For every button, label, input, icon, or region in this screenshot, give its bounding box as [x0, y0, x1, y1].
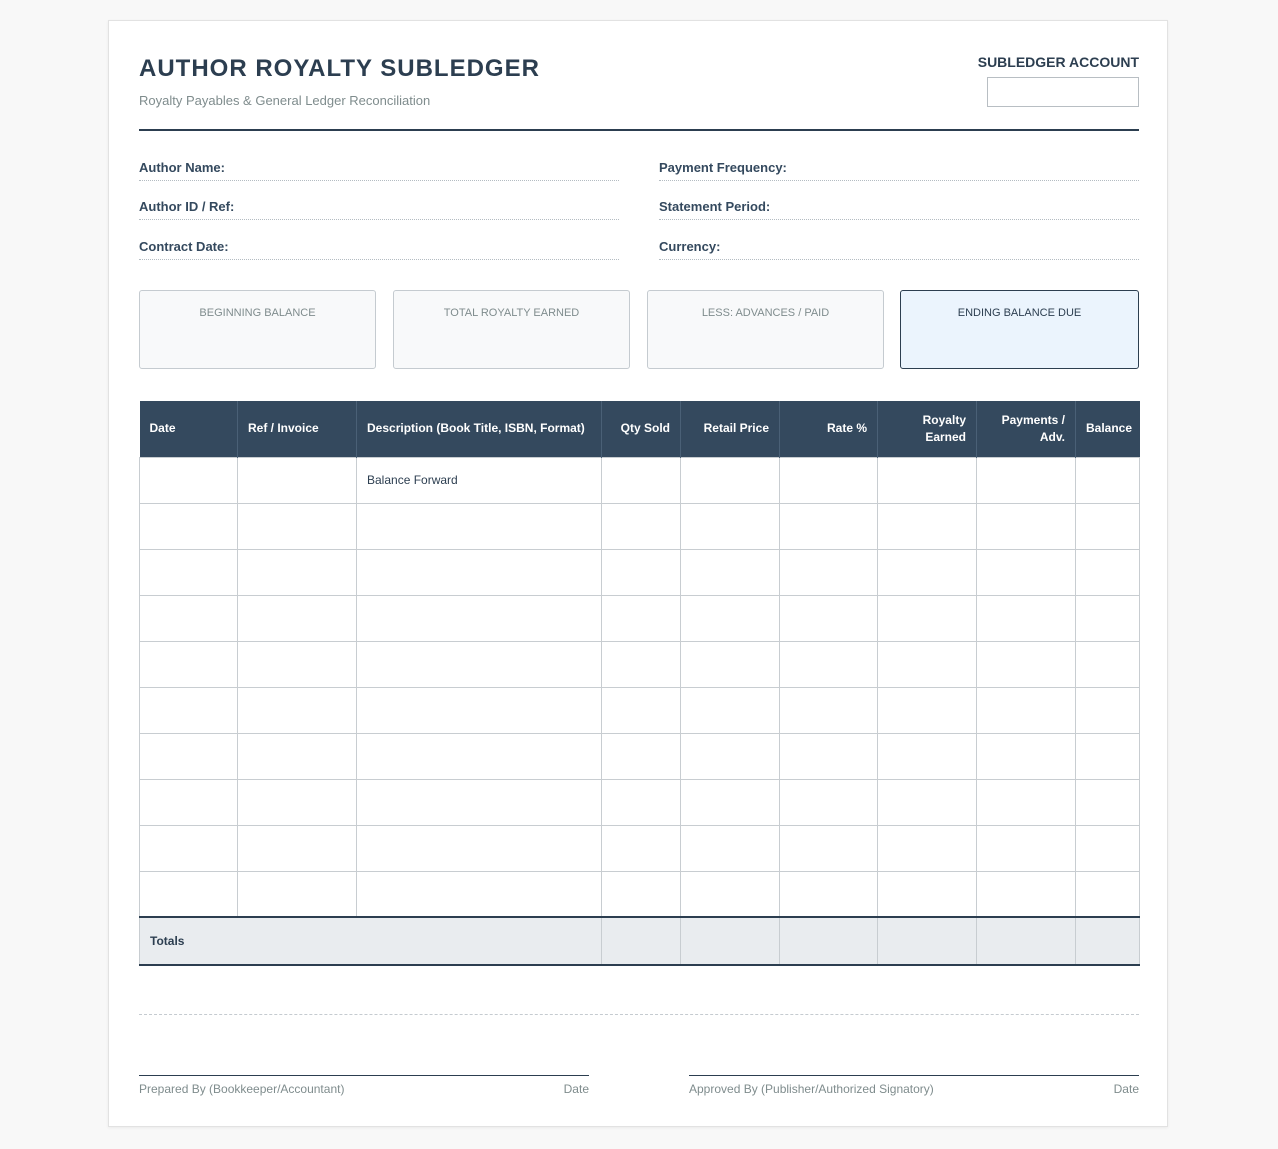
table-cell[interactable] — [357, 779, 602, 825]
table-cell[interactable] — [977, 871, 1076, 917]
table-row — [140, 871, 1140, 917]
table-cell[interactable] — [681, 871, 780, 917]
table-cell[interactable] — [681, 687, 780, 733]
table-cell[interactable] — [602, 595, 681, 641]
table-cell[interactable] — [602, 641, 681, 687]
table-cell[interactable] — [238, 871, 357, 917]
col-qty-sold: Qty Sold — [602, 401, 681, 457]
totals-cell — [602, 917, 681, 965]
table-cell[interactable] — [357, 641, 602, 687]
page-title: AUTHOR ROYALTY SUBLEDGER — [139, 55, 540, 82]
table-cell[interactable] — [878, 779, 977, 825]
table-cell[interactable] — [602, 825, 681, 871]
statement-period-label: Statement Period: — [659, 199, 771, 214]
table-cell[interactable] — [238, 503, 357, 549]
table-cell[interactable] — [1076, 779, 1140, 825]
col-description: Description (Book Title, ISBN, Format) — [357, 401, 602, 457]
table-cell[interactable] — [878, 503, 977, 549]
table-cell[interactable] — [1076, 687, 1140, 733]
table-cell[interactable] — [602, 733, 681, 779]
table-cell[interactable] — [681, 825, 780, 871]
payment-frequency-field[interactable] — [659, 156, 1139, 181]
col-royalty-earned: Royalty Earned — [878, 401, 977, 457]
approved-date-label: Date — [1113, 1082, 1139, 1096]
table-row — [140, 779, 1140, 825]
contract-date-label: Contract Date: — [139, 239, 229, 254]
subledger-account-input[interactable] — [987, 77, 1139, 107]
table-cell[interactable] — [977, 733, 1076, 779]
ending-balance-due-card[interactable] — [900, 290, 1139, 369]
author-id-label: Author ID / Ref: — [139, 199, 235, 214]
table-cell[interactable] — [140, 687, 238, 733]
col-rate: Rate % — [780, 401, 878, 457]
advances-paid-label: LESS: ADVANCES / PAID — [701, 307, 830, 319]
table-header-row — [140, 401, 1140, 457]
approved-by-label: Approved By (Publisher/Authorized Signatory) — [689, 1082, 934, 1096]
table-row — [140, 733, 1140, 779]
table-cell[interactable] — [1076, 733, 1140, 779]
royalty-ledger-table — [139, 401, 1140, 966]
table-cell[interactable] — [780, 641, 878, 687]
table-cell[interactable] — [602, 687, 681, 733]
table-cell[interactable] — [357, 595, 602, 641]
prepared-by-label: Prepared By (Bookkeeper/Accountant) — [139, 1082, 345, 1096]
table-cell[interactable] — [1076, 503, 1140, 549]
table-cell[interactable] — [238, 457, 357, 503]
table-cell[interactable] — [140, 779, 238, 825]
table-row — [140, 457, 1140, 503]
table-cell[interactable] — [238, 549, 357, 595]
table-cell[interactable] — [602, 457, 681, 503]
table-cell[interactable] — [602, 503, 681, 549]
table-cell[interactable] — [977, 503, 1076, 549]
table-row — [140, 595, 1140, 641]
table-row — [140, 687, 1140, 733]
table-cell[interactable] — [602, 779, 681, 825]
header-divider — [139, 129, 1139, 131]
table-cell[interactable] — [878, 825, 977, 871]
totals-cell — [977, 917, 1076, 965]
table-cell[interactable] — [238, 825, 357, 871]
totals-row — [140, 917, 1140, 965]
table-cell[interactable] — [780, 687, 878, 733]
table-cell[interactable] — [878, 733, 977, 779]
table-cell[interactable] — [681, 733, 780, 779]
ledger-body — [140, 457, 1140, 917]
prepared-by-signature-line[interactable] — [139, 1075, 589, 1096]
table-cell[interactable] — [977, 779, 1076, 825]
table-row — [140, 825, 1140, 871]
table-cell[interactable] — [140, 503, 238, 549]
table-cell[interactable] — [681, 457, 780, 503]
table-row — [140, 503, 1140, 549]
table-cell[interactable] — [602, 549, 681, 595]
table-cell[interactable] — [238, 641, 357, 687]
table-row — [140, 549, 1140, 595]
table-cell[interactable] — [1076, 549, 1140, 595]
author-name-field[interactable] — [139, 156, 619, 181]
table-cell[interactable] — [977, 641, 1076, 687]
table-cell[interactable] — [238, 687, 357, 733]
table-cell[interactable] — [140, 641, 238, 687]
table-cell[interactable] — [238, 595, 357, 641]
table-cell[interactable] — [681, 779, 780, 825]
table-cell[interactable] — [780, 871, 878, 917]
beginning-balance-card[interactable] — [139, 290, 376, 369]
table-cell[interactable] — [977, 687, 1076, 733]
col-payments-adv: Payments / Adv. — [977, 401, 1076, 457]
col-retail-price: Retail Price — [681, 401, 780, 457]
page-subtitle: Royalty Payables & General Ledger Reconciliation — [139, 93, 431, 108]
table-cell[interactable] — [140, 549, 238, 595]
table-cell[interactable] — [681, 503, 780, 549]
section-divider — [139, 1014, 1139, 1015]
table-cell[interactable] — [238, 779, 357, 825]
ledger-sheet — [108, 20, 1168, 1127]
table-cell[interactable] — [780, 503, 878, 549]
table-cell[interactable] — [140, 733, 238, 779]
table-cell[interactable] — [977, 825, 1076, 871]
table-cell[interactable] — [878, 549, 977, 595]
table-cell[interactable] — [1076, 457, 1140, 503]
prepared-date-label: Date — [563, 1082, 589, 1096]
balance-forward-cell[interactable]: Balance Forward — [357, 457, 602, 503]
totals-label: Totals — [140, 917, 602, 965]
col-ref-invoice: Ref / Invoice — [238, 401, 357, 457]
table-cell[interactable] — [780, 457, 878, 503]
table-cell[interactable] — [357, 549, 602, 595]
table-cell[interactable] — [140, 595, 238, 641]
table-cell[interactable] — [780, 779, 878, 825]
table-cell[interactable] — [977, 457, 1076, 503]
table-cell[interactable] — [1076, 825, 1140, 871]
table-cell[interactable] — [1076, 871, 1140, 917]
totals-cell — [878, 917, 977, 965]
beginning-balance-label: BEGINNING BALANCE — [199, 307, 316, 319]
table-cell[interactable] — [238, 733, 357, 779]
ending-balance-due-label: ENDING BALANCE DUE — [957, 307, 1082, 319]
totals-cell — [1076, 917, 1140, 965]
col-balance: Balance — [1076, 401, 1140, 457]
contract-date-field[interactable] — [139, 235, 619, 260]
advances-paid-card[interactable] — [647, 290, 884, 369]
table-cell[interactable] — [878, 457, 977, 503]
table-row — [140, 641, 1140, 687]
table-cell[interactable] — [878, 595, 977, 641]
totals-cell — [681, 917, 780, 965]
total-royalty-earned-card[interactable] — [393, 290, 630, 369]
author-id-field[interactable] — [139, 195, 619, 220]
table-cell[interactable] — [878, 871, 977, 917]
table-cell[interactable] — [140, 457, 238, 503]
table-cell[interactable] — [357, 825, 602, 871]
table-cell[interactable] — [357, 687, 602, 733]
statement-period-field[interactable] — [659, 195, 1139, 220]
table-cell[interactable] — [977, 595, 1076, 641]
table-cell[interactable] — [780, 549, 878, 595]
table-cell[interactable] — [357, 733, 602, 779]
subledger-account-label: SUBLEDGER ACCOUNT — [977, 54, 1139, 70]
table-cell[interactable] — [1076, 595, 1140, 641]
table-cell[interactable] — [140, 825, 238, 871]
table-cell[interactable] — [780, 733, 878, 779]
approved-by-signature-line[interactable] — [689, 1075, 1139, 1096]
table-cell[interactable] — [681, 549, 780, 595]
table-cell[interactable] — [681, 641, 780, 687]
table-cell[interactable] — [357, 503, 602, 549]
payment-frequency-label: Payment Frequency: — [659, 160, 787, 175]
currency-label: Currency: — [659, 239, 721, 254]
table-cell[interactable] — [878, 641, 977, 687]
col-date: Date — [140, 401, 238, 457]
totals-cell — [780, 917, 878, 965]
author-name-label: Author Name: — [139, 160, 225, 175]
total-royalty-earned-label: TOTAL ROYALTY EARNED — [443, 307, 580, 319]
table-cell[interactable] — [681, 595, 780, 641]
table-cell[interactable] — [977, 549, 1076, 595]
table-cell[interactable] — [878, 687, 977, 733]
table-cell[interactable] — [1076, 641, 1140, 687]
table-cell[interactable] — [602, 871, 681, 917]
currency-field[interactable] — [659, 235, 1139, 260]
table-cell[interactable] — [140, 871, 238, 917]
table-cell[interactable] — [780, 825, 878, 871]
table-cell[interactable] — [357, 871, 602, 917]
table-cell[interactable] — [780, 595, 878, 641]
